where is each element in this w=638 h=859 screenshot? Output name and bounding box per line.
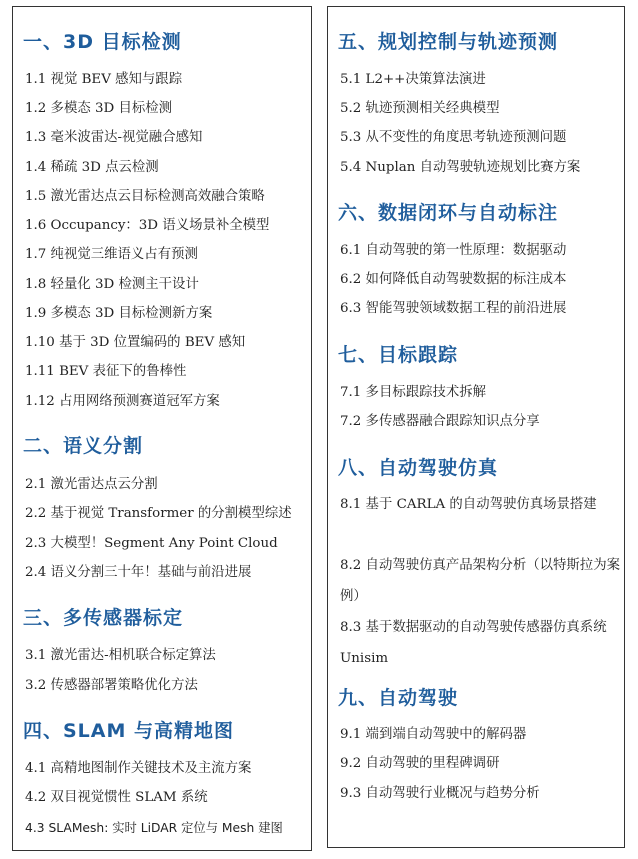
list-item: 2.2 基于视觉 Transformer 的分割模型综述 xyxy=(25,506,292,521)
list-item: 2.4 语义分割三十年！基础与前沿进展 xyxy=(25,565,252,580)
list-item: 1.7 纯视觉三维语义占有预测 xyxy=(25,247,198,262)
section-title-object-tracking: 七、目标跟踪 xyxy=(338,344,459,366)
list-item: 1.11 BEV 表征下的鲁棒性 xyxy=(25,364,187,379)
list-item: 8.2 自动驾驶仿真产品架构分析（以特斯拉为案例） xyxy=(340,558,620,604)
list-item: 6.2 如何降低自动驾驶数据的标注成本 xyxy=(340,272,567,287)
list-item: 3.1 激光雷达-相机联合标定算法 xyxy=(25,648,216,663)
list-item: 9.3 自动驾驶行业概况与趋势分析 xyxy=(340,786,540,801)
section-title-simulation: 八、自动驾驶仿真 xyxy=(338,457,499,479)
section-title-planning-control: 五、规划控制与轨迹预测 xyxy=(338,31,559,53)
list-item: 5.4 Nuplan 自动驾驶轨迹规划比赛方案 xyxy=(340,160,581,175)
section-title-data-closed-loop: 六、数据闭环与自动标注 xyxy=(338,202,559,224)
section-title-sensor-calibration: 三、多传感器标定 xyxy=(23,607,184,629)
list-item: 1.12 占用网络预测赛道冠军方案 xyxy=(25,394,220,409)
list-item: 1.3 毫米波雷达-视觉融合感知 xyxy=(25,130,203,145)
left-column xyxy=(12,6,312,851)
list-item: 8.3 基于数据驱动的自动驾驶传感器仿真系统 Unisim xyxy=(340,620,607,666)
list-item: 7.1 多目标跟踪技术拆解 xyxy=(340,385,487,400)
section-title-slam: 四、SLAM 与高精地图 xyxy=(23,720,235,742)
list-item: 4.3 SLAMesh: 实时 LiDAR 定位与 Mesh 建图 xyxy=(25,821,283,835)
list-item: 5.2 轨迹预测相关经典模型 xyxy=(340,101,500,116)
list-item: 1.8 轻量化 3D 检测主干设计 xyxy=(25,277,199,292)
list-item: 1.9 多模态 3D 目标检测新方案 xyxy=(25,306,213,321)
list-item: 5.1 L2++决策算法演进 xyxy=(340,72,486,87)
list-item: 6.1 自动驾驶的第一性原理：数据驱动 xyxy=(340,243,567,258)
list-item: 1.6 Occupancy：3D 语义场景补全模型 xyxy=(25,218,270,233)
list-item: 5.3 从不变性的角度思考轨迹预测问题 xyxy=(340,130,567,145)
list-item: 1.5 激光雷达点云目标检测高效融合策略 xyxy=(25,189,265,204)
list-item: 1.2 多模态 3D 目标检测 xyxy=(25,101,173,116)
list-item: 8.1 基于 CARLA 的自动驾驶仿真场景搭建 xyxy=(340,497,597,512)
list-item: 6.3 智能驾驶领域数据工程的前沿进展 xyxy=(340,301,567,316)
list-item: 3.2 传感器部署策略优化方法 xyxy=(25,678,198,693)
list-item: 4.1 高精地图制作关键技术及主流方案 xyxy=(25,761,252,776)
list-item: 1.10 基于 3D 位置编码的 BEV 感知 xyxy=(25,335,246,350)
section-title-3d-detection: 一、3D 目标检测 xyxy=(23,31,182,53)
list-item: 7.2 多传感器融合跟踪知识点分享 xyxy=(340,414,540,429)
section-title-autonomous-driving: 九、自动驾驶 xyxy=(338,687,459,709)
right-column xyxy=(327,6,625,848)
list-item: 1.4 稀疏 3D 点云检测 xyxy=(25,160,159,175)
list-item: 9.1 端到端自动驾驶中的解码器 xyxy=(340,727,527,742)
list-item: 2.3 大模型！Segment Any Point Cloud xyxy=(25,536,278,551)
list-item: 9.2 自动驾驶的里程碑调研 xyxy=(340,756,500,771)
list-item: 1.1 视觉 BEV 感知与跟踪 xyxy=(25,72,183,87)
list-item: 4.2 双目视觉惯性 SLAM 系统 xyxy=(25,790,208,805)
list-item: 2.1 激光雷达点云分割 xyxy=(25,477,158,492)
section-title-semantic-segmentation: 二、语义分割 xyxy=(23,435,144,457)
